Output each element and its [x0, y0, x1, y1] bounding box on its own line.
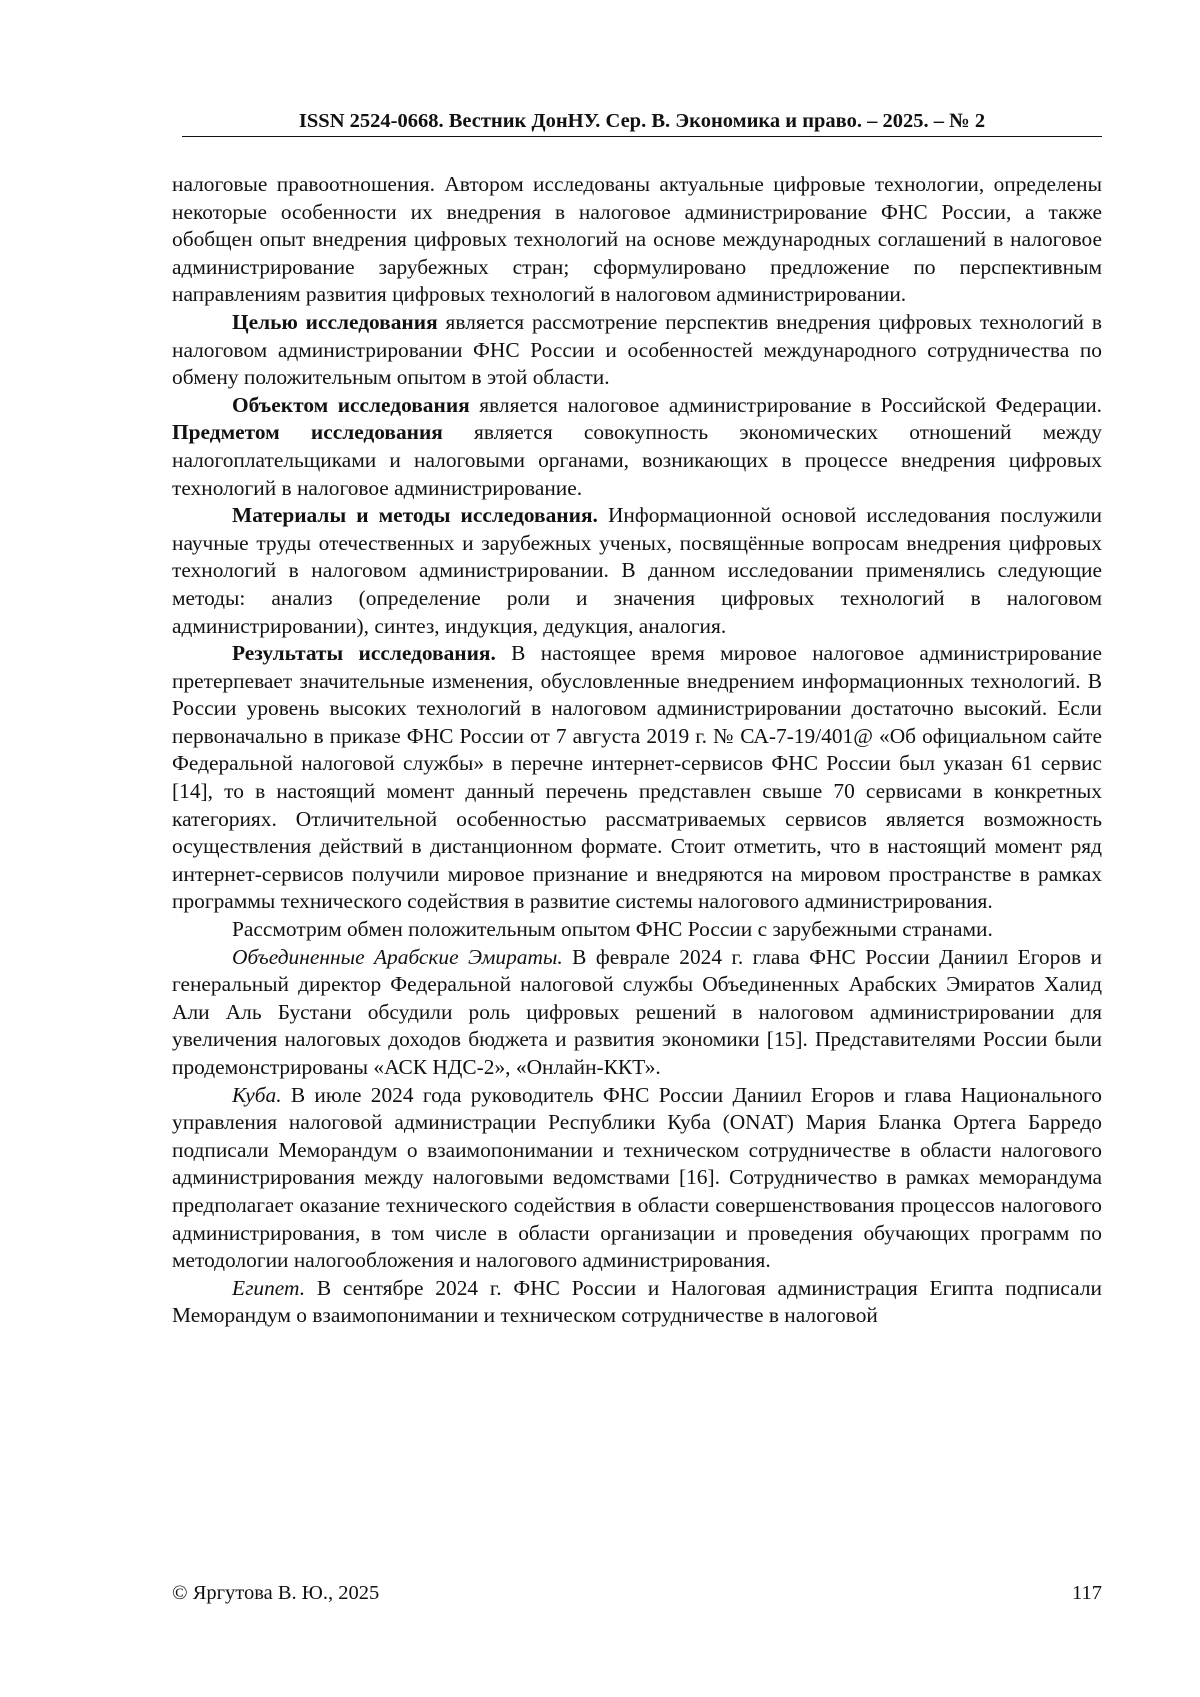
paragraph-text: В сентябре 2024 г. ФНС России и Налоговая администрация Египта подписали Меморандум о взаимопонимании и техническом сотрудничестве в налоговой — [172, 1275, 1102, 1328]
bold-lead-research-goal: Целью исследования — [232, 309, 438, 334]
article-body — [172, 171, 1102, 1330]
paragraph-exchange-intro — [172, 916, 1102, 944]
paragraph-egypt — [172, 1275, 1102, 1330]
paragraph-intro-continued — [172, 171, 1102, 309]
paragraph-text: является налоговое администрирование в Российской Федерации. — [469, 392, 1103, 417]
paragraph-materials-methods — [172, 502, 1102, 640]
page-number: 117 — [1072, 1582, 1102, 1604]
paragraph-research-object — [172, 392, 1102, 502]
paragraph-text: В настоящее время мировое налоговое администрирование претерпевает значительные изменения, обусловленные внедрением информационных технологий. В России уровень высоких технологий в налоговом администрировании достаточно высокий. Если первоначально в приказе ФНС России от 7 августа 2019 г. № СА-7-19/401@ «Об официальном сайте Федеральной налоговой службы» в перечне интернет-сервисов ФНС России был указан 61 сервис [14], то в настоящий момент данный перечень представлен свыше 70 сервисами в конкретных категориях. Отличительной особенностью рассматриваемых сервисов является возможность осуществления действий в дистанционном формате. Стоит отметить, что в настоящий момент ряд интернет-сервисов получили мировое признание и внедряются на мировом пространстве в рамках программы технического содействия в развитие системы налогового администрирования. — [172, 641, 1102, 914]
paragraph-text: В июле 2024 года руководитель ФНС России Даниил Егоров и глава Национального управления налоговой администрации Республики Куба (ONAT) Мария Бланка Ортега Барредо подписали Меморандум о взаимопонимании и техническом сотрудничестве в области налогового администрирования между налоговыми ведомствами [16]. Сотрудничество в рамках меморандума предполагает оказание технического содействия в области совершенствования процессов налогового администрирования, в том числе в области организации и проведения обучающих программ по методологии налогообложения и налогового администрирования. — [172, 1082, 1102, 1273]
paragraph-text: налоговые правоотношения. Автором исследованы актуальные цифровые технологии, определены некоторые особенности их внедрения в налоговое администрирование ФНС России, а также обобщен опыт внедрения цифровых технологий на основе международных соглашений в налоговое администрирование зарубежных стран; сформулировано предложение по перспективным направлениям развития цифровых технологий в налоговом администрировании. — [172, 172, 1102, 307]
paragraph-text: Рассмотрим обмен положительным опытом ФНС России с зарубежными странами. — [232, 917, 993, 942]
italic-lead-egypt: Египет. — [232, 1275, 306, 1300]
paragraph-text: является рассмотрение перспектив внедрения цифровых технологий в налоговом администрировании ФНС России и особенностей международного сотрудничества по обмену положительным опытом в этой области. — [172, 309, 1102, 390]
italic-lead-cuba: Куба. — [232, 1082, 282, 1107]
footer-copyright: © Яргутова В. Ю., 2025 — [172, 1582, 380, 1604]
bold-lead-research-object: Объектом исследования — [232, 392, 470, 417]
bold-lead-results: Результаты исследования. — [232, 641, 496, 666]
paragraph-text: является совокупность экономических отношений между налогоплательщиками и налоговыми органами, возникающих в процессе внедрения цифровых технологий в налоговое администрирование. — [172, 420, 1102, 500]
bold-lead-materials-methods: Материалы и методы исследования. — [232, 503, 598, 528]
bold-lead-research-subject: Предметом исследования — [172, 420, 443, 445]
paragraph-text: В феврале 2024 г. глава ФНС России Даниил Егоров и генеральный директор Федеральной налоговой службы Объединенных Арабских Эмиратов Халид Али Аль Бустани обсудили роль цифровых решений в налоговом администрировании для увеличения налоговых доходов бюджета и развития экономики [15]. Представителями России были продемонстрированы «АСК НДС-2», «Онлайн-ККТ». — [172, 944, 1102, 1079]
paragraph-research-goal — [172, 309, 1102, 392]
paragraph-results — [172, 640, 1102, 916]
italic-lead-uae: Объединенные Арабские Эмираты. — [232, 944, 563, 969]
running-header: ISSN 2524-0668. Вестник ДонНУ. Сер. В. Экономика и право. – 2025. – № 2 — [298, 110, 986, 132]
paragraph-text: Информационной основой исследования послужили научные труды отечественных и зарубежных ученых, посвящённые вопросам внедрения цифровых технологий в налоговом администрировании. В данном исследовании применялись следующие методы: анализ (определение роли и значения цифровых технологий в налоговом администрировании), синтез, индукция, дедукция, аналогия. — [172, 503, 1102, 638]
paragraph-cuba — [172, 1082, 1102, 1275]
header-rule — [182, 136, 1102, 137]
paragraph-uae — [172, 944, 1102, 1082]
